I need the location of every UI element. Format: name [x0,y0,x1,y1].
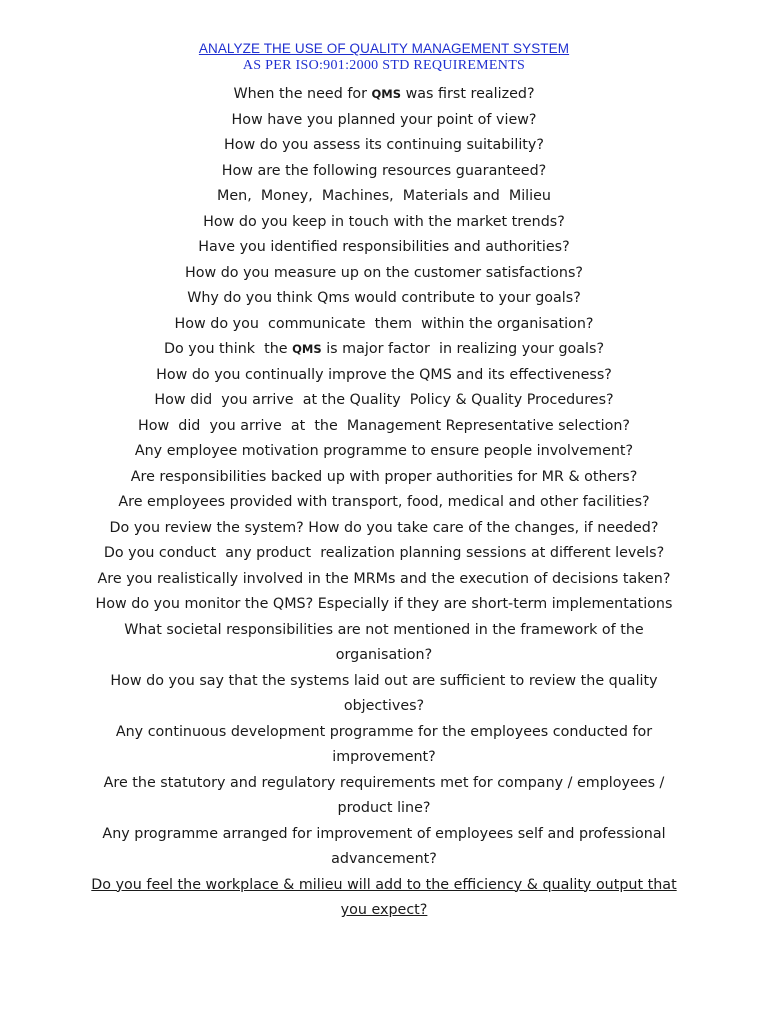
question-15: Any employee motivation programme to ensure people involvement? [134,443,634,459]
question-19: Do you conduct any product realization planning sessions at different levels? [103,545,665,561]
question-13: How did you arrive at the Quality Policy & Quality Procedures? [154,392,614,408]
question-11 [60,337,708,363]
question-10: How do you communicate them within the organisation? [174,315,594,332]
question-17: Are employees provided with transport, food, medical and other facilities? [118,494,650,510]
question-1 [60,82,708,108]
qms-acronym: QMS [292,342,322,356]
question-6: How do you keep in touch with the market trends? [203,213,565,230]
question-27-line-1 [60,873,708,899]
document-title [0,40,768,74]
question-2: How have you planned your point of view? [231,111,537,128]
question-27-line-2-text: you expect? [340,902,428,918]
question-27-line-1-text: Do you feel the workplace & milieu will add to the efficiency & quality output that [91,876,677,893]
question-1-post: was first realized? [401,86,535,102]
qms-acronym: QMS [371,87,402,101]
question-3: How do you assess its continuing suitability? [224,137,544,153]
question-12: How do you continually improve the QMS and its effectiveness? [156,366,612,383]
question-18: Do you review the system? How do you take care of the changes, if needed? [109,519,659,536]
question-list [0,82,768,924]
question-26-line-2: advancement? [331,851,437,867]
question-9: Why do you think Qms would contribute to your goals? [187,290,581,306]
question-22-line-2: organisation? [335,647,433,663]
question-27-line-2 [60,898,708,924]
question-20: Are you realistically involved in the MRMs and the execution of decisions taken? [97,570,671,587]
question-16: Are responsibilities backed up with proper authorities for MR & others? [130,468,638,485]
question-8: How do you measure up on the customer satisfactions? [184,264,584,281]
resource-list: Men, Money, Machines, Materials and Milieu [217,188,551,204]
question-11-post: is major factor in realizing your goals? [321,341,605,357]
question-23-line-1: How do you say that the systems laid out are sufficient to review the quality [110,672,658,689]
question-22-line-1: What societal responsibilities are not mentioned in the framework of the [124,621,644,638]
question-4: How are the following resources guaranteed? [221,162,547,179]
question-1-pre: When the need for [233,86,372,102]
question-25-line-1: Are the statutory and regulatory requirements met for company / employees / [103,774,665,791]
question-24-line-2: improvement? [332,749,436,765]
question-23-line-2: objectives? [343,698,425,714]
title-line-2: AS PER ISO:901:2000 STD REQUIREMENTS [242,58,526,73]
question-26-line-1: Any programme arranged for improvement of employees self and professional [102,825,666,842]
question-14: How did you arrive at the Management Representative selection? [137,417,631,434]
question-25-line-2: product line? [337,800,431,816]
question-21: How do you monitor the QMS? Especially if they are short-term implementations [95,596,673,612]
question-7: Have you identified responsibilities and authorities? [198,239,570,255]
title-line-1[interactable]: ANALYZE THE USE OF QUALITY MANAGEMENT SYSTEM [198,41,570,56]
question-11-pre: Do you think the [163,341,293,357]
question-24-line-1: Any continuous development programme for the employees conducted for [115,723,653,740]
